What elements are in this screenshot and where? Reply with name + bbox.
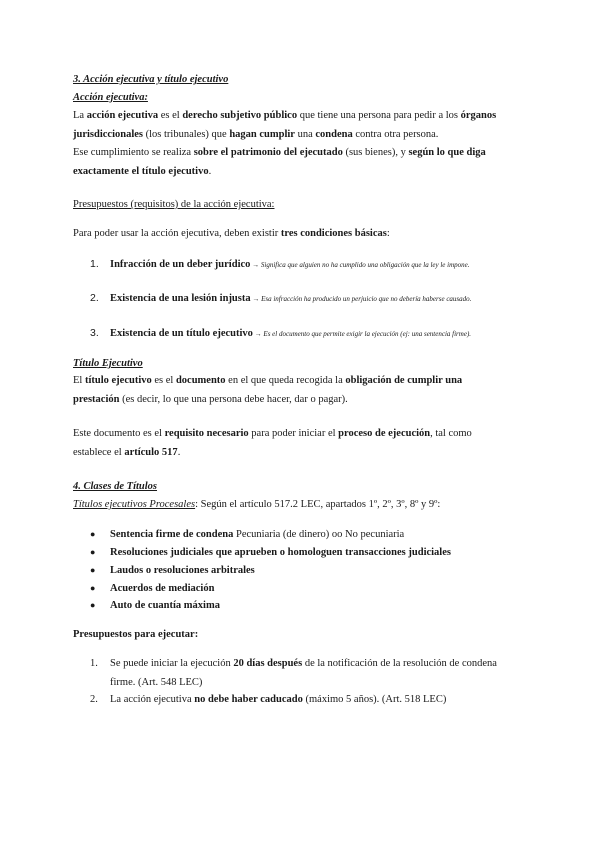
paragraph-titulo-definition: El título ejecutivo es el documento en el que queda recogida la obligación de cumplir una prestación (es decir, lo que una persona debe hacer, dar o pagar). <box>73 375 463 405</box>
section-4-title: 4. Clases de Títulos <box>73 481 158 492</box>
bullet-item: ● Sentencia firme de condena Pecuniaria (de dinero) oo No pecuniaria <box>90 529 405 540</box>
accion-ejecutiva-heading: Acción ejecutiva: <box>73 92 148 103</box>
bullet-item: ● Resoluciones judiciales que aprueben o homologuen transacciones judiciales <box>90 547 451 558</box>
paragraph-accion-definition: La acción ejecutiva es el derecho subjetivo público que tiene una persona para pedir a los órganos jurisdiccionales (los tribunales) que hagan cumplir una condena contra otra persona. Ese cumplimiento se realiza sobre el patrimonio del ejecutado (sus bienes), y según lo que diga exactamente el título ejecutivo. <box>73 110 497 177</box>
procesales-line: Títulos ejecutivos Procesales: Según el artículo 517.2 LEC, apartados 1º, 2º, 3º, 8º y 9º: <box>73 499 441 510</box>
presupuestos-ejecutar-heading: Presupuestos para ejecutar: <box>73 629 199 640</box>
paragraph-requisito: Este documento es el requisito necesario para poder iniciar el proceso de ejecución, tal como establece el artículo 517. <box>73 428 472 458</box>
section-3-title: 3. Acción ejecutiva y título ejecutivo <box>73 74 229 85</box>
bullet-item: ● Acuerdos de mediación <box>90 583 215 594</box>
condition-item: 3. Existencia de un título ejecutivo → Es el documento que permite exigir la ejecución (ej: una sentencia firme). <box>90 327 472 339</box>
condition-item: 1. Infracción de un deber jurídico → Significa que alguien no ha cumplido una obligación que la ley le impone. <box>90 258 470 270</box>
bullet-item: ● Laudos o resoluciones arbitrales <box>90 565 255 576</box>
conditions-intro: Para poder usar la acción ejecutiva, deben existir tres condiciones básicas: <box>73 228 390 239</box>
list-item: 1. Se puede iniciar la ejecución 20 días después de la notificación de la resolución de condena firme. (Art. 548 LEC) <box>90 658 497 688</box>
bullet-item: ● Auto de cuantía máxima <box>90 600 220 611</box>
list-item: 2. La acción ejecutiva no debe haber caducado (máximo 5 años). (Art. 518 LEC) <box>90 694 447 705</box>
titulo-ejecutivo-heading: Título Ejecutivo <box>73 358 143 369</box>
condition-item: 2. Existencia de una lesión injusta → Esa infracción ha producido un perjuicio que no debería haberse causado. <box>90 292 472 304</box>
presupuestos-heading: Presupuestos (requisitos) de la acción ejecutiva: <box>73 199 275 210</box>
